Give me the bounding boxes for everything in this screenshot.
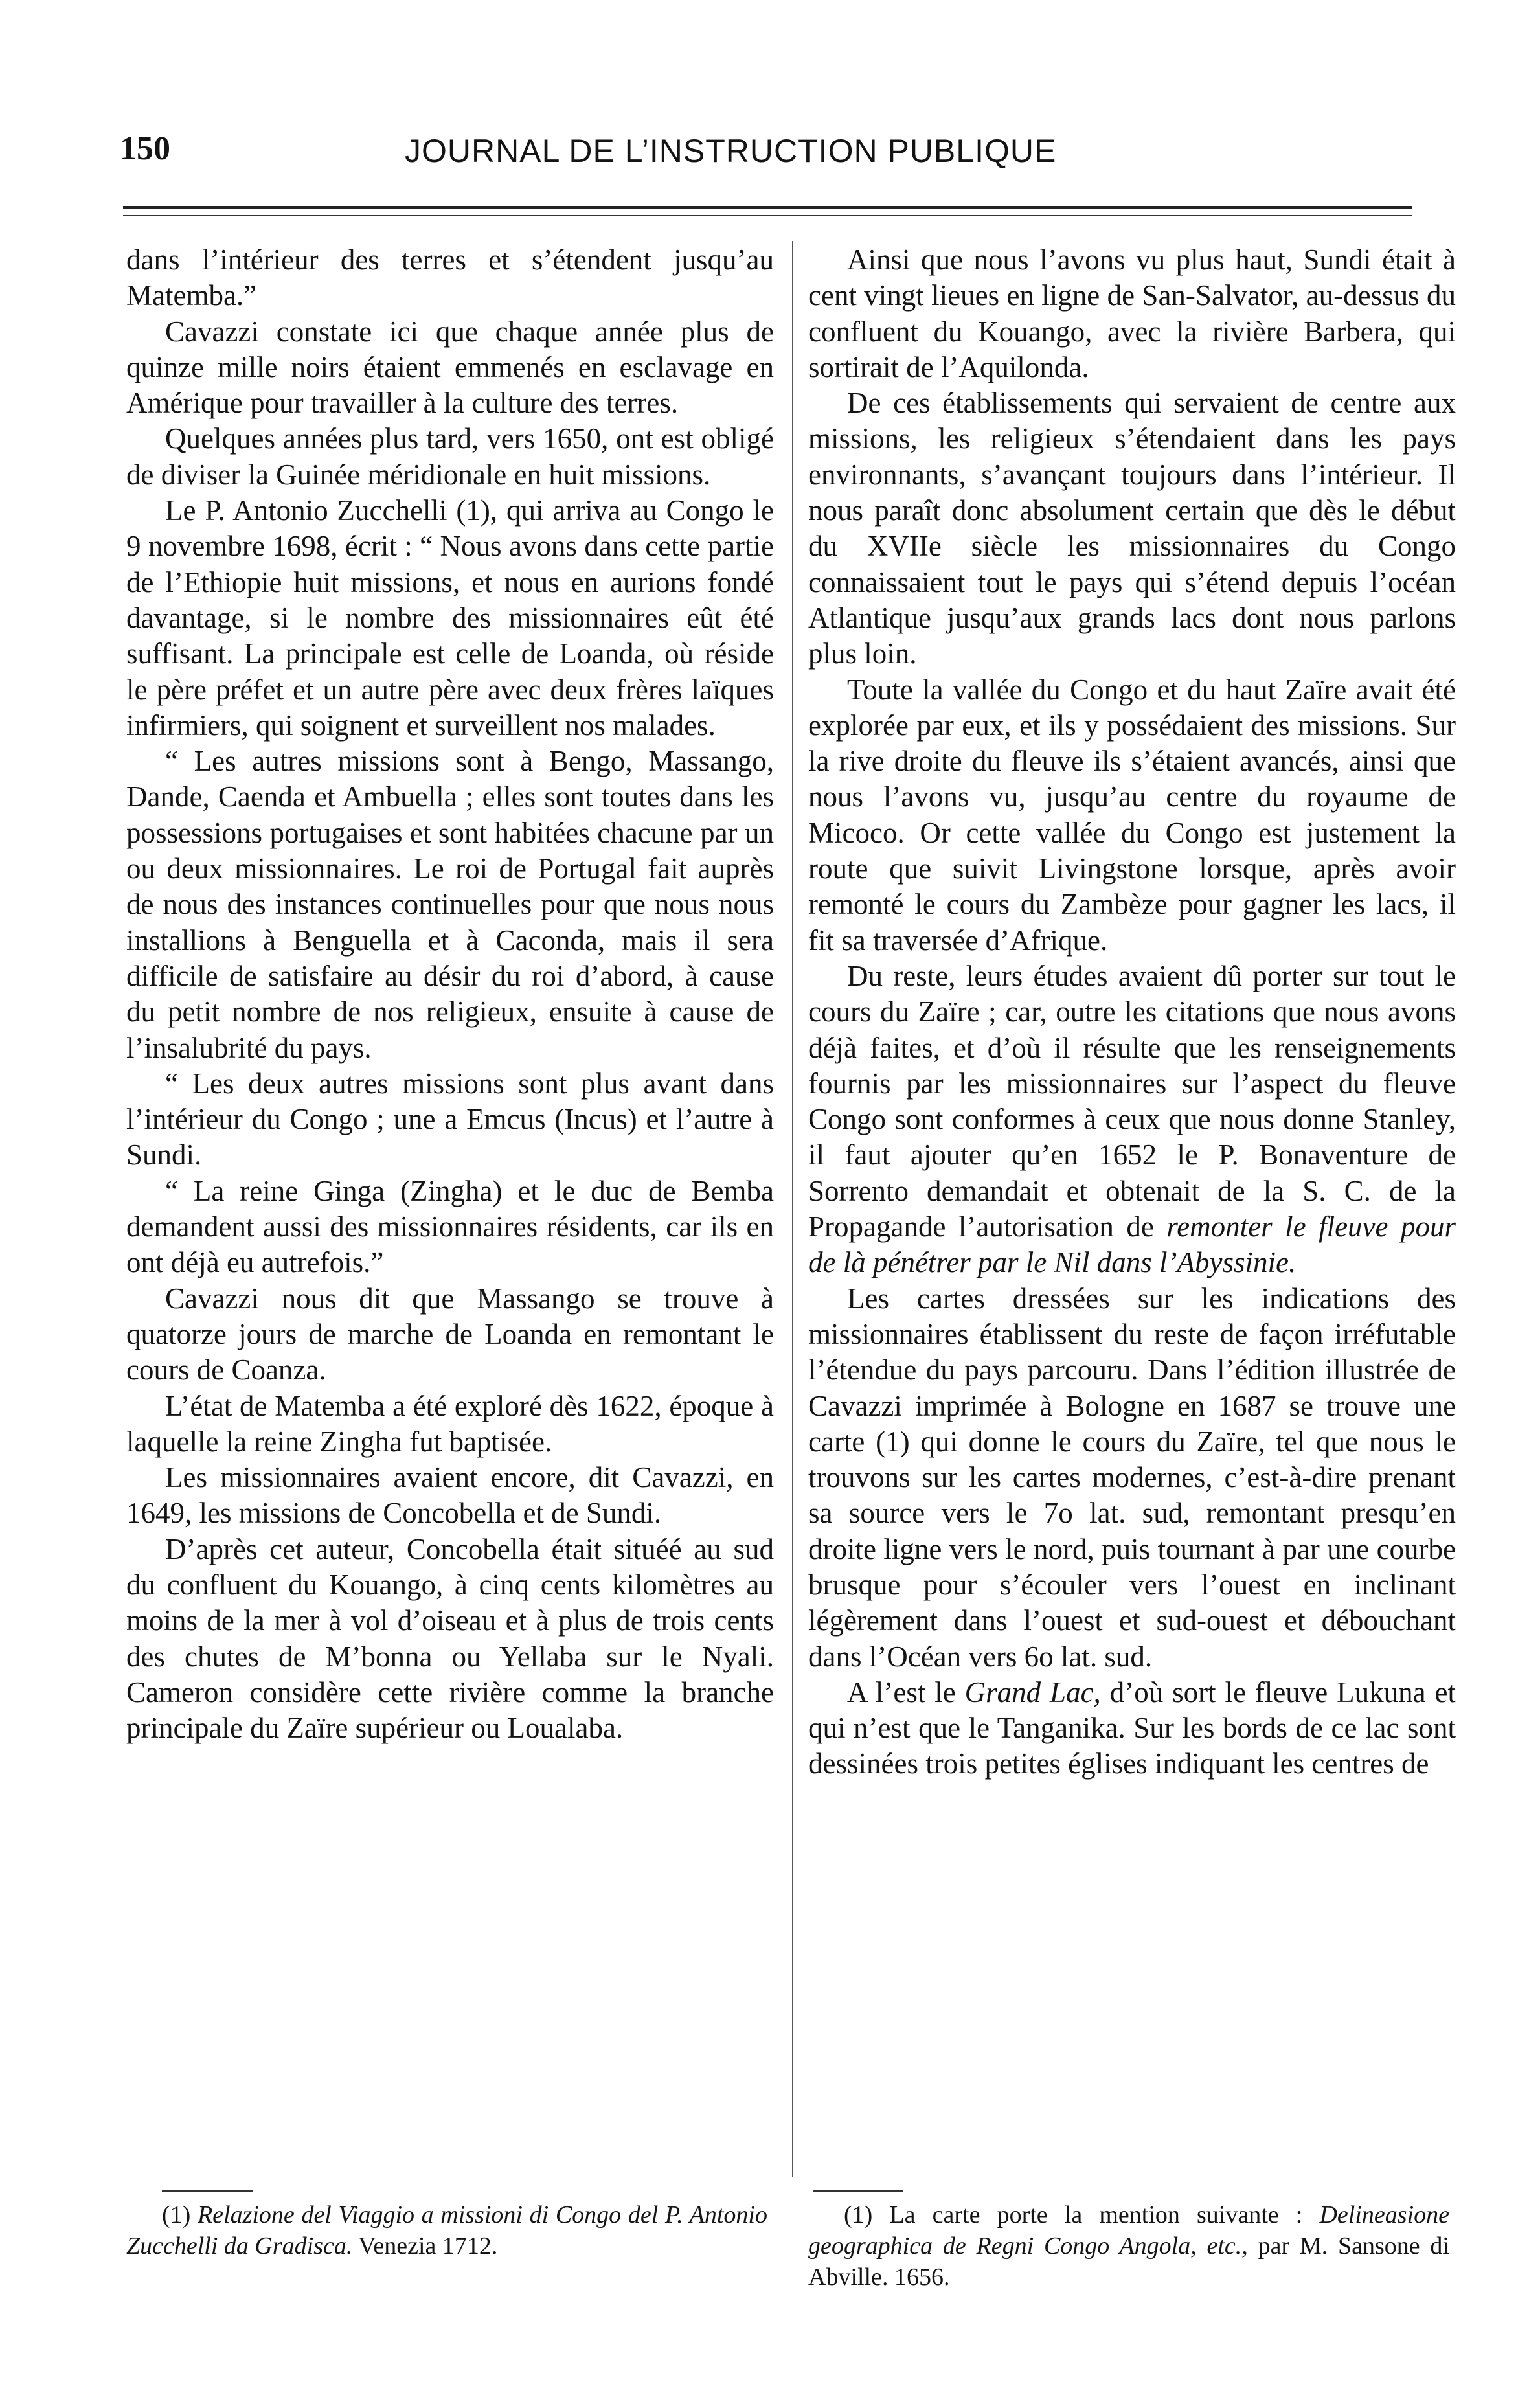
italic-place-name: Grand Lac, — [964, 1675, 1101, 1708]
paragraph: Les missionnaires avaient encore, dit Cavazzi, en 1649, les missions de Concobella et de Sundi. — [126, 1461, 774, 1530]
footnote-right — [808, 2199, 1449, 2293]
header-rule — [123, 206, 1412, 209]
paragraph: Le P. Antonio Zucchelli (1), qui arriva au Congo le 9 novembre 1698, écrit : “ Nous avons dans cette partie de l’Ethiopie huit missions, et nous en aurions fondé davantage, si le nombre des missionnaires eût été suffisant. La principale est celle de Loanda, où réside le père préfet et un autre père avec deux frères laïques infirmiers, qui soignent et surveillent nos malades. — [126, 494, 774, 742]
header-rule-thin — [123, 215, 1412, 216]
column-divider — [792, 241, 793, 2177]
footnote-title: Delineasione geographica de Regni Congo Angola, etc., — [808, 2201, 1449, 2260]
footnote-text — [126, 2199, 767, 2262]
paragraph — [808, 958, 1456, 1281]
paragraph: D’après cet auteur, Concobella était situéé au sud du confluent du Kouango, à cinq cents kilomètres au moins de la mer à vol d’oiseau et à plus de trois cents des chutes de M’bonna ou Yellaba sur le Nyali. Cameron considère cette rivière comme la branche principale du Zaïre supérieur ou Loualaba. — [126, 1532, 774, 1745]
paragraph: Toute la vallée du Congo et du haut Zaïre avait été explorée par eux, et ils y possédaient des missions. Sur la rive droite du fleuve ils s’étaient avancés, ainsi que nous l’avons vu, jusqu’au centre du royaume de Micoco. Or cette vallée du Congo est justement la route que suivit Livingstone lorsque, après avoir remonté le cours du Zambèze pour gagner les lacs, il fit sa traversée d’Afrique. — [808, 673, 1456, 957]
footnote-title: Relazione del Viaggio a missioni di Congo del P. Antonio Zucchelli da Gradisca. — [126, 2201, 767, 2260]
paragraph: Cavazzi nous dit que Massango se trouve à quatorze jours de marche de Loanda en remontant le cours de Coanza. — [126, 1282, 774, 1387]
italic-quote: remonter le fleuve pour de là pénétrer par le Nil dans l’Abyssinie. — [808, 1210, 1456, 1279]
footnote-rule — [162, 2190, 253, 2192]
right-column — [808, 242, 1456, 1782]
footnote-marker: (1) La carte porte la mention suivante : — [844, 2201, 1320, 2229]
paragraph: “ Les deux autres missions sont plus avant dans l’intérieur du Congo ; une a Emcus (Incus) et l’autre à Sundi. — [126, 1067, 774, 1172]
footnote-tail: Venezia 1712. — [352, 2232, 498, 2260]
footnote-text — [808, 2199, 1449, 2293]
page-header — [120, 130, 1415, 181]
paragraph — [808, 1675, 1456, 1782]
footnote-tail: par M. Sansone di Abville. 1656. — [808, 2232, 1449, 2291]
page-number: 150 — [120, 130, 170, 167]
left-column — [126, 242, 774, 1746]
paragraph: L’état de Matemba a été exploré dès 1622, époque à laquelle la reine Zingha fut baptisée. — [126, 1389, 774, 1458]
paragraph: Quelques années plus tard, vers 1650, ont est obligé de diviser la Guinée méridionale en huit missions. — [126, 422, 774, 491]
paragraph: Cavazzi constate ici que chaque année plus de quinze mille noirs étaient emmenés en esclavage en Amérique pour travailler à la culture des terres. — [126, 315, 774, 420]
paragraph: De ces établissements qui servaient de centre aux missions, les religieux s’étendaient dans les pays environnants, s’avançant toujours dans l’intérieur. Il nous paraît donc absolument certain que dès le début du XVIIe siècle les missionnaires du Congo connaissaient tout le pays qui s’étend depuis l’océan Atlantique jusqu’aux grands lacs dont nous parlons plus loin. — [808, 387, 1456, 670]
paragraph-text: A l’est le — [847, 1675, 965, 1708]
paragraph-text: Du reste, leurs études avaient dû porter sur tout le cours du Zaïre ; car, outre les citations que nous avons déjà faites, et d’où il résulte que les renseignements fournis par les missionnaires sur l’aspect du fleuve Congo sont conformes à ceux que nous donne Stanley, il faut ajouter qu’en 1652 le P. Bonaventure de Sorrento demandait et obtenait de la S. C. de la Propagande l’autorisation de — [808, 959, 1456, 1243]
running-head: JOURNAL DE L’INSTRUCTION PUBLIQUE — [405, 133, 1057, 169]
paragraph: Ainsi que nous l’avons vu plus haut, Sundi était à cent vingt lieues en ligne de San-Salvator, au-dessus du confluent du Kouango, avec la rivière Barbera, qui sortirait de l’Aquilonda. — [808, 244, 1456, 383]
footnote-left — [126, 2199, 767, 2262]
footnote-marker: (1) — [162, 2201, 198, 2229]
paragraph: “ La reine Ginga (Zingha) et le duc de Bemba demandent aussi des missionnaires résidents, car ils en ont déjà eu autrefois.” — [126, 1174, 774, 1279]
footnote-rule — [813, 2190, 903, 2192]
paragraph: Les cartes dressées sur les indications des missionnaires établissent du reste de façon irréfutable l’étendue du pays parcouru. Dans l’édition illustrée de Cavazzi imprimée à Bologne en 1687 se trouve une carte (1) qui donne le cours du Zaïre, tel que nous le trouvons sur les cartes modernes, c’est-à-dire prenant sa source vers le 7o lat. sud, remontant presqu’en droite ligne vers le nord, puis tournant à par une courbe brusque pour s’écouler vers l’ouest en inclinant légèrement dans l’ouest et sud-ouest et débouchant dans l’Océan vers 6o lat. sud. — [808, 1282, 1456, 1673]
paragraph: “ Les autres missions sont à Bengo, Massango, Dande, Caenda et Ambuella ; elles sont toutes dans les possessions portugaises et sont habitées chacune par un ou deux missionnaires. Le roi de Portugal fait auprès de nous des instances continuelles pour que nous nous installions à Benguella et à Caconda, mais il sera difficile de satisfaire au désir du roi d’abord, à cause du petit nombre de nos religieux, ensuite à cause de l’insalubrité du pays. — [126, 745, 774, 1064]
paragraph: dans l’intérieur des terres et s’étendent jusqu’au Matemba.” — [126, 244, 774, 312]
paragraph-text: d’où sort le fleuve Lukuna et qui n’est que le Tanganika. Sur les bords de ce lac sont dessinées trois petites églises indiquant les centres de — [808, 1675, 1456, 1780]
